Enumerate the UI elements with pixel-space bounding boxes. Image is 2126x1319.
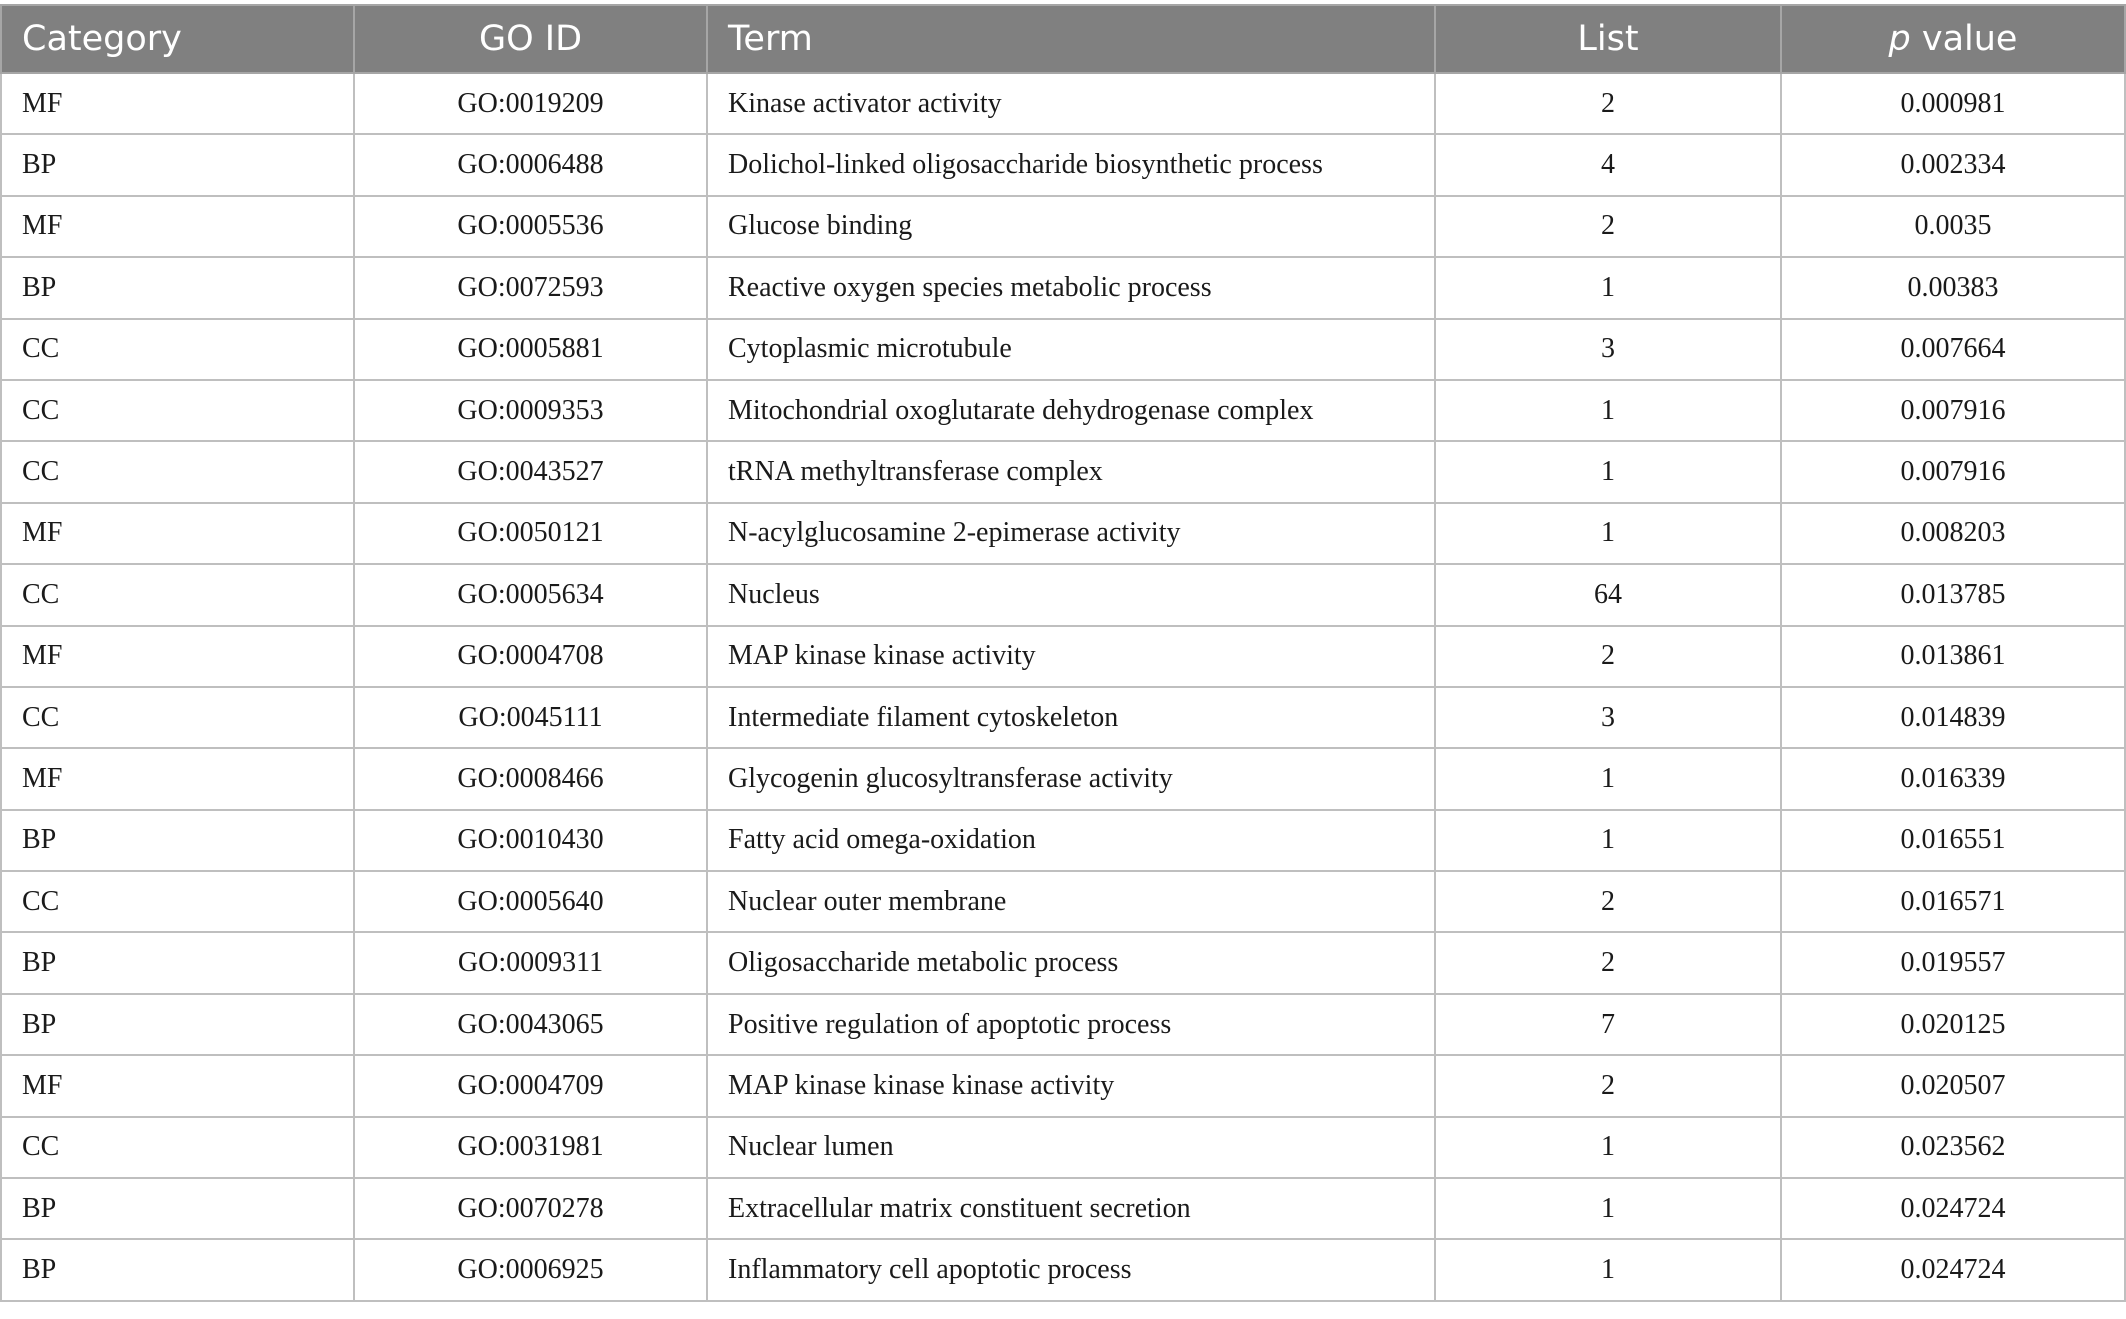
cell-go-id: GO:0006925: [354, 1239, 707, 1300]
cell-go-id: GO:0070278: [354, 1178, 707, 1239]
cell-p-value: 0.024724: [1781, 1178, 2125, 1239]
header-p-symbol: p: [1888, 19, 1911, 59]
cell-list: 1: [1435, 257, 1781, 318]
cell-list: 1: [1435, 441, 1781, 502]
table-row: [1, 73, 2125, 134]
cell-term: Dolichol-linked oligosaccharide biosynthetic process: [707, 134, 1435, 195]
cell-term: Extracellular matrix constituent secretion: [707, 1178, 1435, 1239]
cell-list: 2: [1435, 932, 1781, 993]
cell-p-value: 0.002334: [1781, 134, 2125, 195]
cell-category: BP: [1, 1239, 354, 1300]
cell-list: 2: [1435, 73, 1781, 134]
cell-list: 1: [1435, 380, 1781, 441]
cell-category: CC: [1, 871, 354, 932]
cell-category: CC: [1, 687, 354, 748]
cell-term: N-acylglucosamine 2-epimerase activity: [707, 503, 1435, 564]
cell-go-id: GO:0050121: [354, 503, 707, 564]
cell-p-value: 0.007916: [1781, 380, 2125, 441]
cell-p-value: 0.00383: [1781, 257, 2125, 318]
cell-list: 1: [1435, 748, 1781, 809]
header-go-id: GO ID: [354, 5, 707, 73]
cell-term: Kinase activator activity: [707, 73, 1435, 134]
cell-list: 1: [1435, 810, 1781, 871]
cell-p-value: 0.014839: [1781, 687, 2125, 748]
cell-category: CC: [1, 319, 354, 380]
cell-category: BP: [1, 932, 354, 993]
cell-p-value: 0.024724: [1781, 1239, 2125, 1300]
table-row: [1, 626, 2125, 687]
cell-term: Nucleus: [707, 564, 1435, 625]
cell-list: 7: [1435, 994, 1781, 1055]
table-row: [1, 810, 2125, 871]
cell-p-value: 0.007664: [1781, 319, 2125, 380]
table-row: [1, 564, 2125, 625]
table-row: [1, 871, 2125, 932]
table-row: [1, 1055, 2125, 1116]
header-term: Term: [707, 5, 1435, 73]
cell-category: CC: [1, 380, 354, 441]
table-row: [1, 380, 2125, 441]
cell-go-id: GO:0004708: [354, 626, 707, 687]
cell-go-id: GO:0005536: [354, 196, 707, 257]
cell-category: MF: [1, 626, 354, 687]
table-row: [1, 1117, 2125, 1178]
cell-term: Mitochondrial oxoglutarate dehydrogenase complex: [707, 380, 1435, 441]
cell-list: 1: [1435, 1178, 1781, 1239]
table-row: [1, 257, 2125, 318]
cell-category: BP: [1, 810, 354, 871]
cell-list: 1: [1435, 503, 1781, 564]
cell-list: 2: [1435, 871, 1781, 932]
cell-p-value: 0.008203: [1781, 503, 2125, 564]
table-row: [1, 196, 2125, 257]
cell-go-id: GO:0009311: [354, 932, 707, 993]
cell-go-id: GO:0045111: [354, 687, 707, 748]
cell-go-id: GO:0019209: [354, 73, 707, 134]
cell-go-id: GO:0005634: [354, 564, 707, 625]
cell-list: 2: [1435, 196, 1781, 257]
cell-term: Reactive oxygen species metabolic process: [707, 257, 1435, 318]
table-row: [1, 1239, 2125, 1300]
cell-category: CC: [1, 564, 354, 625]
header-p-label: value: [1910, 19, 2018, 59]
cell-term: Inflammatory cell apoptotic process: [707, 1239, 1435, 1300]
table-row: [1, 503, 2125, 564]
table-row: [1, 687, 2125, 748]
cell-term: Glycogenin glucosyltransferase activity: [707, 748, 1435, 809]
cell-term: MAP kinase kinase activity: [707, 626, 1435, 687]
cell-go-id: GO:0043527: [354, 441, 707, 502]
cell-p-value: 0.016551: [1781, 810, 2125, 871]
cell-term: Oligosaccharide metabolic process: [707, 932, 1435, 993]
cell-list: 1: [1435, 1117, 1781, 1178]
table-row: [1, 1178, 2125, 1239]
cell-category: BP: [1, 257, 354, 318]
cell-term: Intermediate filament cytoskeleton: [707, 687, 1435, 748]
go-enrichment-table: [0, 4, 2126, 1302]
cell-category: BP: [1, 134, 354, 195]
table-row: [1, 748, 2125, 809]
cell-list: 2: [1435, 626, 1781, 687]
cell-term: Glucose binding: [707, 196, 1435, 257]
cell-category: CC: [1, 1117, 354, 1178]
cell-category: BP: [1, 994, 354, 1055]
cell-go-id: GO:0031981: [354, 1117, 707, 1178]
cell-go-id: GO:0004709: [354, 1055, 707, 1116]
cell-category: MF: [1, 503, 354, 564]
cell-term: Nuclear lumen: [707, 1117, 1435, 1178]
cell-go-id: GO:0008466: [354, 748, 707, 809]
cell-list: 64: [1435, 564, 1781, 625]
cell-p-value: 0.000981: [1781, 73, 2125, 134]
cell-p-value: 0.020125: [1781, 994, 2125, 1055]
cell-list: 3: [1435, 687, 1781, 748]
cell-p-value: 0.0035: [1781, 196, 2125, 257]
cell-p-value: 0.019557: [1781, 932, 2125, 993]
table-row: [1, 932, 2125, 993]
table-row: [1, 441, 2125, 502]
cell-category: MF: [1, 1055, 354, 1116]
table-row: [1, 319, 2125, 380]
cell-category: MF: [1, 748, 354, 809]
cell-p-value: 0.020507: [1781, 1055, 2125, 1116]
cell-category: CC: [1, 441, 354, 502]
cell-list: 1: [1435, 1239, 1781, 1300]
cell-p-value: 0.016571: [1781, 871, 2125, 932]
cell-go-id: GO:0005640: [354, 871, 707, 932]
table-row: [1, 134, 2125, 195]
cell-go-id: GO:0005881: [354, 319, 707, 380]
header-p-value: [1781, 5, 2125, 73]
cell-go-id: GO:0010430: [354, 810, 707, 871]
cell-term: Nuclear outer membrane: [707, 871, 1435, 932]
cell-p-value: 0.013861: [1781, 626, 2125, 687]
cell-p-value: 0.016339: [1781, 748, 2125, 809]
cell-go-id: GO:0072593: [354, 257, 707, 318]
cell-go-id: GO:0006488: [354, 134, 707, 195]
cell-category: BP: [1, 1178, 354, 1239]
cell-category: MF: [1, 196, 354, 257]
header-list: List: [1435, 5, 1781, 73]
header-row: [1, 5, 2125, 73]
cell-term: MAP kinase kinase kinase activity: [707, 1055, 1435, 1116]
cell-go-id: GO:0009353: [354, 380, 707, 441]
table-row: [1, 994, 2125, 1055]
cell-p-value: 0.023562: [1781, 1117, 2125, 1178]
cell-list: 3: [1435, 319, 1781, 380]
cell-term: Positive regulation of apoptotic process: [707, 994, 1435, 1055]
cell-term: Fatty acid omega-oxidation: [707, 810, 1435, 871]
cell-p-value: 0.013785: [1781, 564, 2125, 625]
cell-p-value: 0.007916: [1781, 441, 2125, 502]
table-body: [1, 73, 2125, 1301]
cell-list: 4: [1435, 134, 1781, 195]
table-header: [1, 5, 2125, 73]
header-category: Category: [1, 5, 354, 73]
cell-term: Cytoplasmic microtubule: [707, 319, 1435, 380]
go-enrichment-table-container: [0, 4, 2126, 1302]
cell-category: MF: [1, 73, 354, 134]
cell-go-id: GO:0043065: [354, 994, 707, 1055]
cell-term: tRNA methyltransferase complex: [707, 441, 1435, 502]
cell-list: 2: [1435, 1055, 1781, 1116]
